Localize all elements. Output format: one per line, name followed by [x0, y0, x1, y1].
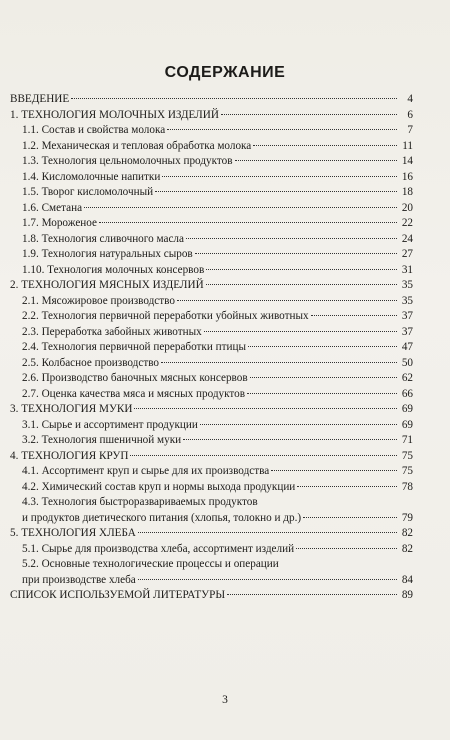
toc-entry-title: 1.1. Состав и свойства молока	[22, 124, 166, 136]
dot-leader	[167, 129, 397, 130]
dot-leader	[250, 377, 397, 378]
toc-section	[10, 124, 413, 140]
toc-section	[10, 419, 413, 435]
dot-leader	[253, 145, 397, 146]
dot-leader	[183, 439, 397, 440]
toc-page-number: 16	[401, 170, 413, 183]
toc-page-number: 24	[401, 232, 413, 245]
toc-entry-title: ВВЕДЕНИЕ	[10, 93, 70, 105]
dot-leader	[130, 455, 397, 456]
dot-leader	[195, 253, 397, 254]
dot-leader	[227, 594, 397, 595]
toc-entry-title: 3. ТЕХНОЛОГИЯ МУКИ	[10, 403, 133, 415]
toc-section	[10, 481, 413, 497]
toc-entry-title: 1.4. Кисломолочные напитки	[22, 170, 161, 183]
dot-leader	[271, 470, 397, 471]
dot-leader	[200, 424, 397, 425]
toc-entry-title: 1.6. Сметана	[22, 201, 83, 214]
toc-entry-title: 2.6. Производство баночных мясных консервов	[22, 372, 248, 384]
toc-section	[10, 171, 413, 187]
toc-page-number: 62	[401, 372, 413, 384]
toc-page-number: 78	[401, 480, 413, 493]
toc-section	[10, 341, 413, 357]
toc-entry-title: 4. ТЕХНОЛОГИЯ КРУП	[10, 449, 129, 462]
dot-leader	[206, 284, 397, 285]
dot-leader	[138, 579, 397, 580]
toc-chapter	[10, 279, 413, 295]
dot-leader	[177, 300, 397, 301]
toc-page-number: 82	[401, 527, 413, 539]
toc-page-number: 20	[401, 201, 413, 214]
toc-section	[10, 186, 413, 202]
toc-section	[10, 388, 413, 404]
toc-page-number: 47	[401, 341, 413, 353]
toc-page-number: 75	[401, 449, 413, 462]
toc-page-number: 18	[401, 186, 413, 198]
toc-entry-title: 4.2. Химический состав круп и нормы выхода продукции	[22, 480, 296, 493]
toc-page-number: 7	[407, 124, 413, 136]
page-title: СОДЕРЖАНИЕ	[164, 64, 286, 81]
toc-entry-title: и продуктов диетического питания (хлопья, толокно и др.)	[22, 511, 302, 524]
dot-leader	[235, 160, 397, 161]
toc-entry-title: 1. ТЕХНОЛОГИЯ МОЛОЧНЫХ ИЗДЕЛИЙ	[10, 108, 219, 121]
dot-leader	[161, 362, 397, 363]
toc-entry-title: 5.2. Основные технологические процессы и операции	[22, 558, 279, 570]
toc-entry-title: 4.3. Технология быстроразвариваемых продуктов	[22, 496, 258, 508]
toc-page-number: 79	[401, 511, 413, 524]
toc-page-number: 4	[407, 93, 413, 105]
dot-leader	[162, 176, 397, 177]
toc-page-number: 75	[401, 465, 413, 477]
table-of-contents	[10, 93, 413, 605]
toc-entry-title: 5.1. Сырье для производства хлеба, ассортимент изделий	[22, 542, 295, 555]
toc-page-number: 84	[401, 573, 413, 586]
toc-section	[10, 295, 413, 311]
dot-leader	[297, 486, 397, 487]
toc-section	[10, 465, 413, 481]
toc-page-number: 50	[401, 356, 413, 369]
toc-entry-title: 1.10. Технология молочных консервов	[22, 263, 205, 276]
toc-page-number: 35	[401, 294, 413, 307]
toc-page-number: 89	[401, 589, 413, 601]
dot-leader	[186, 238, 397, 239]
toc-page-number: 82	[401, 542, 413, 555]
toc-page-number: 27	[401, 248, 413, 260]
toc-page-number: 37	[401, 325, 413, 338]
toc-entry-title: 1.7. Мороженое	[22, 217, 97, 229]
dot-leader	[84, 207, 397, 208]
page-number: 3	[222, 694, 228, 706]
toc-entry-title: 2.2. Технология первичной переработки убойных животных	[22, 310, 309, 322]
toc-entry-title: 2.5. Колбасное производство	[22, 356, 160, 369]
toc-section	[10, 233, 413, 249]
toc-entry-title: 1.9. Технология натуральных сыров	[22, 248, 193, 260]
toc-section	[10, 496, 413, 512]
toc-chapter	[10, 93, 413, 109]
toc-entry-title: 2.3. Переработка забойных животных	[22, 325, 202, 338]
toc-chapter	[10, 589, 413, 605]
toc-section	[10, 202, 413, 218]
toc-entry-title: 2.7. Оценка качества мяса и мясных продуктов	[22, 387, 246, 400]
dot-leader	[247, 393, 397, 394]
toc-page-number: 22	[401, 217, 413, 229]
toc-section	[10, 248, 413, 264]
dot-leader	[138, 532, 397, 533]
toc-section	[10, 543, 413, 559]
toc-entry-title: 2.4. Технология первичной переработки птицы	[22, 341, 247, 353]
toc-entry-title: 3.2. Технология пшеничной муки	[22, 434, 182, 446]
dot-leader	[296, 548, 397, 549]
toc-page-number: 6	[407, 108, 413, 121]
dot-leader	[248, 346, 397, 347]
toc-section	[10, 558, 413, 574]
toc-entry-title: 1.5. Творог кисломолочный	[22, 186, 154, 198]
toc-entry-title: 5. ТЕХНОЛОГИЯ ХЛЕБА	[10, 527, 136, 539]
toc-section	[10, 155, 413, 171]
dot-leader	[99, 222, 397, 223]
toc-entry-title: СПИСОК ИСПОЛЬЗУЕМОЙ ЛИТЕРАТУРЫ	[10, 589, 226, 601]
toc-page-number: 35	[401, 279, 413, 291]
toc-entry-title: 2. ТЕХНОЛОГИЯ МЯСНЫХ ИЗДЕЛИЙ	[10, 279, 204, 291]
toc-page-number: 14	[401, 155, 413, 167]
toc-entry-title: 1.2. Механическая и тепловая обработка молока	[22, 139, 252, 152]
toc-entry-title: 3.1. Сырье и ассортимент продукции	[22, 418, 198, 431]
toc-page-number: 66	[401, 387, 413, 400]
toc-chapter	[10, 527, 413, 543]
toc-entry-title: при производстве хлеба	[22, 573, 136, 586]
dot-leader	[303, 517, 397, 518]
dot-leader	[221, 114, 397, 115]
toc-section	[10, 140, 413, 156]
toc-section	[10, 574, 413, 590]
toc-chapter	[10, 403, 413, 419]
toc-section	[10, 217, 413, 233]
toc-section	[10, 434, 413, 450]
dot-leader	[311, 315, 397, 316]
toc-page-number: 11	[402, 139, 413, 152]
toc-section	[10, 357, 413, 373]
dot-leader	[204, 331, 397, 332]
dot-leader	[155, 191, 397, 192]
toc-entry-title: 2.1. Мясожировое производство	[22, 294, 175, 307]
toc-section	[10, 264, 413, 280]
toc-section	[10, 512, 413, 528]
toc-entry-title: 4.1. Ассортимент круп и сырье для их производства	[22, 465, 270, 477]
toc-section	[10, 326, 413, 342]
toc-section	[10, 310, 413, 326]
toc-page-number: 71	[401, 434, 413, 446]
toc-chapter	[10, 450, 413, 466]
toc-page-number: 69	[401, 403, 413, 415]
dot-leader	[206, 269, 397, 270]
toc-page-number: 37	[401, 310, 413, 322]
toc-entry-title: 1.3. Технология цельномолочных продуктов	[22, 155, 233, 167]
dot-leader	[134, 408, 397, 409]
dot-leader	[71, 98, 397, 99]
toc-page-number: 31	[401, 263, 413, 276]
toc-entry-title: 1.8. Технология сливочного масла	[22, 232, 184, 245]
toc-section	[10, 372, 413, 388]
toc-chapter	[10, 109, 413, 125]
toc-page-number: 69	[401, 418, 413, 431]
